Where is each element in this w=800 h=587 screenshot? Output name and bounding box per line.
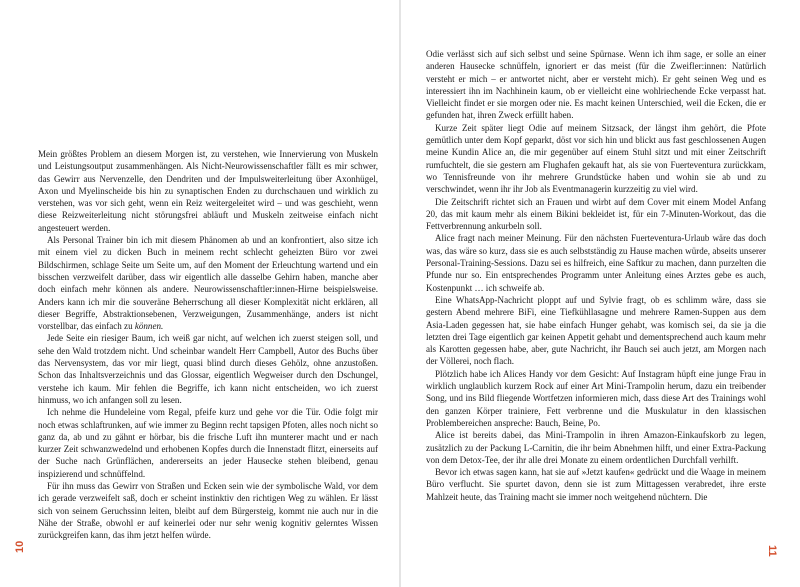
paragraph: Alice ist bereits dabei, das Mini-Trampolin in ihren Amazon-Einkaufskorb zu legen, zusätzlich zu der Packung L-Carnitin, die ihr beim Abnehmen hilft, und einer Extra-Packung von dem Detox-Tee, der ihr alle drei Monate zu einem ordentlichen Durchfall verhilft. xyxy=(426,430,766,465)
paragraph: Ich nehme die Hundeleine vom Regal, pfeife kurz und gehe vor die Tür. Odie folgt mir noch etwas schlaftrunken, auf wie immer zu Beginn recht tapsigen Pfoten, alles noch nicht so ganz da, ab und zu gähnt er hörbar, bis die frische Luft ihn munterer macht und er nach kurzer Zeit schwanzwedelnd und erhobenen Kopfes durch die Innenstadt flitzt, einerseits auf der Suche nach Grünflächen, andererseits an jeder Hausecke stehen bleibend, genau inspizierend und schnüffelnd. xyxy=(38,407,378,479)
emphasis-word: können. xyxy=(134,321,164,332)
page-gutter xyxy=(399,0,401,587)
paragraph xyxy=(38,234,378,332)
paragraph: Odie verlässt sich auf sich selbst und seine Spürnase. Wenn ich ihm sage, er solle an einer anderen Hausecke schnüffeln, ignoriert er das meist (für die Zweifler:innen: Natürlich versteht er mich – er antwortet nicht, aber er versteht mich). Er geht seinen Weg und es interessiert ihn im Nachhinein kaum, ob er vielleicht eine wohlriechende Ecke verpasst hat. Vielleicht findet er sie morgen oder nie. Es macht keinen Unterschied, weil die Ecken, die er gefunden hat, ihren Zweck erfüllt haben. xyxy=(426,49,766,121)
paragraph: Eine WhatsApp-Nachricht ploppt auf und Sylvie fragt, ob es schlimm wäre, dass sie gestern Abend mehrere BiFi, eine Tiefkühllasagne und mehrere Ramen-Suppen aus dem Asia-Laden gegessen hat, sie habe einfach Hunger gehabt, was komisch sei, da sie ja die letzten drei Tage eigentlich gar keinen Appetit gehabt und dementsprechend auch kaum mehr als Karotten gegessen habe, aber, gute Nachricht, ihr Bauch sei auch jetzt, am Morgen nach der Völlerei, noch flach. xyxy=(426,294,766,367)
paragraph: Bevor ich etwas sagen kann, hat sie auf »Jetzt kaufen« gedrückt und die Waage in meinem Büro verflucht. Sie spurtet davon, denn sie ist zum Mittagessen verabredet, ihre erste Mahlzeit heute, das Training macht sie immer noch weitgehend nüchtern. Die xyxy=(426,467,766,502)
paragraph: Die Zeitschrift richtet sich an Frauen und wirbt auf dem Cover mit einem Model Anfang 20, das mit kaum mehr als einem Bikini bekleidet ist, für ein 7-Minuten-Workout, das die Fettverbrennung ankurbeln soll. xyxy=(426,196,766,232)
right-page-text xyxy=(426,48,766,503)
paragraph: Jede Seite ein riesiger Baum, ich weiß gar nicht, auf welchen ich zuerst steigen soll, und sehe den Wald trotzdem nicht. Und scheinbar wandelt Herr Campbell, Autor des Buchs über das Nervensystem, das vor mir liegt, quasi blind durch dieses Gehölz, ohne anzustoßen. Schon das Inhaltsverzeichnis und das Glossar, eigentlich Wegweiser durch den Dschungel, verstehe ich kaum. Mir fehlen die Begriffe, ich kann nicht entscheiden, wo ich zuerst hinmuss, wo ich anfangen soll zu lesen. xyxy=(38,333,378,405)
paragraph: Kurze Zeit später liegt Odie auf meinem Sitzsack, der längst ihm gehört, die Pfote gemütlich unter dem Kopf geparkt, döst vor sich hin und blickt aus fast geschlossenen Augen meine Kundin Alice an, die mir gegenüber auf einem Stuhl sitzt und mit einer Zeitschrift rumfuchtelt, die sie gestern am Flughafen gekauft hat, als sie von Fuerteventura zurückkam, wo Tennisfreunde von ihr mehrere Grundstücke haben und wohin sie ab und zu verschwindet, wenn ihr ihr Job als Eventmanagerin kurzzeitig zu viel wird. xyxy=(426,122,766,195)
paragraph-text: Als Personal Trainer bin ich mit diesem Phänomen ab und an konfrontiert, also sitze ich mit einem viel zu dicken Buch in meinem recht schlecht geheizten Büro vor zwei Bildschirmen, schlage Seite um Seite um, auf den Moment der Erleuchtung wartend und ein bisschen verzweifelt darüber, dass wir eigentlich alle dasselbe Gehirn haben, manche aber doch einfach mehr können als andere. Neurowissenschaftler:innen-Hirne beispielsweise. Anders kann ich mir die souveräne Beherrschung all dieser Komplexität nicht erklären, all dieser Begriffe, Abstraktionsebenen, Verzweigungen, Zusammenhänge, anders ist nicht vorstellbar, das einfach zu xyxy=(38,235,378,332)
paragraph: Für ihn muss das Gewirr von Straßen und Ecken sein wie der symbolische Wald, vor dem ich gerade verzweifelt saß, doch er scheint instinktiv den richtigen Weg zu wählen. Er lässt sich von seinem Geruchssinn leiten, bleibt auf dem Bürgersteig, kommt nie auch nur in die Nähe der Straße, obwohl er auf keinerlei oder nur sehr wenig kognitiv gelerntes Wissen zurückgreifen kann, das ihm jetzt helfen würde. xyxy=(38,481,378,541)
paragraph: Alice fragt nach meiner Meinung. Für den nächsten Fuerteventura-Urlaub wäre das doch was, das wäre so kurz, dass sie es auch selbstständig zu Hause machen würde, abseits unserer Personal-Training-Sessions. Dazu sei es hilfreich, eine Saftkur zu machen, dann purzelten die Pfunde nur so. Ein entsprechendes Programm unter Anleitung eines Arztes gebe es auch, Kostenpunkt … ich schweife ab. xyxy=(426,233,766,293)
page-number-left: 10 xyxy=(14,540,26,553)
paragraph: Mein größtes Problem an diesem Morgen ist, zu verstehen, wie Innervierung von Muskeln und Leistungsoutput zusammenhängen. Als Nicht-Neurowissenschaftler fällt es mir schwer, das Gewirr aus Nervenzelle, den Dendriten und der Impulsweiterleitung über Axonhügel, Axon und Myelinscheide bis hin zu synaptischen Enden zu durchschauen und wirklich zu verstehen, was vor sich geht, wenn ein Reiz weitergeleitet wird – und was geschieht, wenn diese Reizweiterleitung nicht störungsfrei abläuft und Muskeln zeitweise einfach nicht angesteuert werden. xyxy=(38,149,378,233)
paragraph: Plötzlich habe ich Alices Handy vor dem Gesicht: Auf Instagram hüpft eine junge Frau in wirklich unglaublich kurzem Rock auf einer Art Mini-Trampolin herum, dazu ein treibender Song, und ins Bild fliegende Wortfetzen informieren mich, dass diese Art des Trainings wohl den ganzen Körper trainiere, Fett verbrenne und die Muskulatur in den klassischen Problembereichen anspreche: Bauch, Beine, Po. xyxy=(426,368,766,428)
page-number-right: 11 xyxy=(766,545,778,557)
left-page-text xyxy=(38,148,378,542)
